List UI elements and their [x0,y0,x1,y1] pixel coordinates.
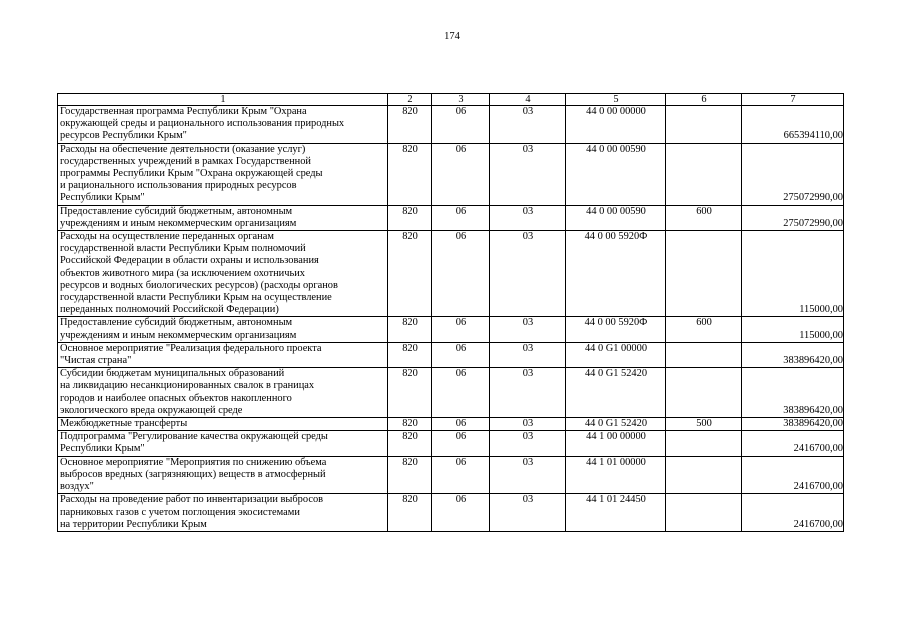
row-name-line: ресурсов Республики Крым" [60,130,187,142]
header-row [58,94,844,106]
ministry-code-cell: 820 [388,205,432,230]
subsection-code-cell: 03 [490,205,566,230]
row-name-line: объектов животного мира (за исключением охотничьих [60,267,305,279]
amount-cell: 665394110,00 [742,106,844,144]
row-name-line: на ликвидацию несанкционированных свалок в границах [60,380,315,392]
row-name [58,456,388,494]
row-name-line: Предоставление субсидий бюджетным, автономным [60,205,293,217]
expense-type-code-cell [666,106,742,144]
header-cell-5: 5 [566,94,666,106]
row-name-line: Основное мероприятие "Реализация федерального проекта [60,342,322,354]
ministry-code-cell: 820 [388,368,432,418]
budget-table [57,93,844,532]
header-cell-3: 3 [432,94,490,106]
ministry-code-cell: 820 [388,231,432,317]
amount-cell: 115000,00 [742,231,844,317]
subsection-code-cell: 03 [490,143,566,205]
target-article-code-cell: 44 0 G1 00000 [566,342,666,367]
row-name-line: воздух" [60,481,94,493]
section-code-cell: 06 [432,342,490,367]
amount-cell: 275072990,00 [742,143,844,205]
row-name-line: Субсидии бюджетам муниципальных образований [60,368,285,380]
row-name-line: учреждениям и иным некоммерческим организациям [60,329,297,341]
section-code-cell: 06 [432,231,490,317]
table-row [58,431,844,456]
row-name-line: Расходы на осуществление переданных органам [60,231,274,243]
row-name-line: Республики Крым" [60,443,145,455]
row-name [58,205,388,230]
row-name [58,368,388,418]
row-name-line: и рационального использования природных ресурсов [60,180,297,192]
header-cell-4: 4 [490,94,566,106]
row-name-line: Республики Крым" [60,192,145,204]
target-article-code-cell: 44 0 G1 52420 [566,368,666,418]
row-name-line: Расходы на проведение работ по инвентаризации выбросов [60,494,324,506]
row-name-line: экологического вреда окружающей среде [60,404,243,416]
row-name-line: Предоставление субсидий бюджетным, автономным [60,317,293,329]
section-code-cell: 06 [432,494,490,532]
amount-cell: 2416700,00 [742,431,844,456]
section-code-cell: 06 [432,143,490,205]
row-name [58,494,388,532]
table-row [58,106,844,144]
table-row [58,317,844,342]
target-article-code-cell: 44 0 00 5920Ф [566,317,666,342]
subsection-code-cell: 03 [490,317,566,342]
amount-cell: 2416700,00 [742,494,844,532]
amount-cell: 383896420,00 [742,418,844,431]
amount-cell: 2416700,00 [742,456,844,494]
table-row [58,143,844,205]
row-name-line: программы Республики Крым "Охрана окружающей среды [60,168,323,180]
row-name-line: парниковых газов с учетом поглощения экосистемами [60,506,300,518]
table-row [58,368,844,418]
expense-type-code-cell [666,494,742,532]
row-name-line: государственной власти Республики Крым на осуществление [60,292,332,304]
row-name-line: окружающей среды и рационального использования природных [60,118,345,130]
subsection-code-cell: 03 [490,231,566,317]
expense-type-code-cell [666,456,742,494]
table-row [58,205,844,230]
header-cell-2: 2 [388,94,432,106]
amount-cell: 115000,00 [742,317,844,342]
subsection-code-cell: 03 [490,368,566,418]
expense-type-code-cell [666,231,742,317]
expense-type-code-cell: 600 [666,205,742,230]
row-name [58,431,388,456]
expense-type-code-cell [666,368,742,418]
row-name-line: городов и наиболее опасных объектов накопленного [60,392,292,404]
ministry-code-cell: 820 [388,143,432,205]
table-row [58,231,844,317]
row-name-line: Межбюджетные трансферты [60,418,188,430]
row-name [58,231,388,317]
row-name-line: "Чистая страна" [60,355,132,367]
section-code-cell: 06 [432,418,490,431]
ministry-code-cell: 820 [388,494,432,532]
amount-cell: 275072990,00 [742,205,844,230]
subsection-code-cell: 03 [490,456,566,494]
row-name-line: учреждениям и иным некоммерческим организациям [60,217,297,229]
row-name-line: Расходы на обеспечение деятельности (оказание услуг) [60,143,306,155]
target-article-code-cell: 44 0 00 5920Ф [566,231,666,317]
page-number: 174 [444,31,460,42]
table-row [58,418,844,431]
row-name-line: государственных учреждений в рамках Государственной [60,155,311,167]
target-article-code-cell: 44 0 G1 52420 [566,418,666,431]
ministry-code-cell: 820 [388,317,432,342]
row-name-line: переданных полномочий Российской Федерации) [60,304,279,316]
table-row [58,456,844,494]
row-name-line: Государственная программа Республики Крым "Охрана [60,106,307,117]
target-article-code-cell: 44 0 00 00590 [566,143,666,205]
section-code-cell: 06 [432,205,490,230]
row-name-line: ресурсов и водных биологических ресурсов) (расходы органов [60,279,338,291]
section-code-cell: 06 [432,368,490,418]
target-article-code-cell: 44 1 00 00000 [566,431,666,456]
table-row [58,342,844,367]
ministry-code-cell: 820 [388,106,432,144]
row-name [58,143,388,205]
header-cell-6: 6 [666,94,742,106]
row-name-line: выбросов вредных (загрязняющих) веществ в атмосферный [60,468,326,480]
section-code-cell: 06 [432,431,490,456]
expense-type-code-cell: 500 [666,418,742,431]
row-name [58,418,388,431]
row-name-line: Основное мероприятие "Мероприятия по снижению объема [60,456,327,468]
subsection-code-cell: 03 [490,342,566,367]
row-name-line: Подпрограмма "Регулирование качества окружающей среды [60,431,328,443]
section-code-cell: 06 [432,456,490,494]
ministry-code-cell: 820 [388,456,432,494]
expense-type-code-cell [666,431,742,456]
header-cell-7: 7 [742,94,844,106]
ministry-code-cell: 820 [388,431,432,456]
row-name [58,106,388,144]
row-name-line: на территории Республики Крым [60,518,207,530]
target-article-code-cell: 44 0 00 00590 [566,205,666,230]
subsection-code-cell: 03 [490,418,566,431]
ministry-code-cell: 820 [388,342,432,367]
subsection-code-cell: 03 [490,431,566,456]
target-article-code-cell: 44 1 01 24450 [566,494,666,532]
table-row [58,494,844,532]
subsection-code-cell: 03 [490,106,566,144]
expense-type-code-cell [666,143,742,205]
header-cell-1: 1 [58,94,388,106]
target-article-code-cell: 44 0 00 00000 [566,106,666,144]
row-name [58,342,388,367]
amount-cell: 383896420,00 [742,342,844,367]
expense-type-code-cell: 600 [666,317,742,342]
row-name-line: Российской Федерации в области охраны и использования [60,255,319,267]
amount-cell: 383896420,00 [742,368,844,418]
target-article-code-cell: 44 1 01 00000 [566,456,666,494]
subsection-code-cell: 03 [490,494,566,532]
row-name-line: государственной власти Республики Крым полномочий [60,243,306,255]
row-name [58,317,388,342]
expense-type-code-cell [666,342,742,367]
section-code-cell: 06 [432,317,490,342]
ministry-code-cell: 820 [388,418,432,431]
section-code-cell: 06 [432,106,490,144]
